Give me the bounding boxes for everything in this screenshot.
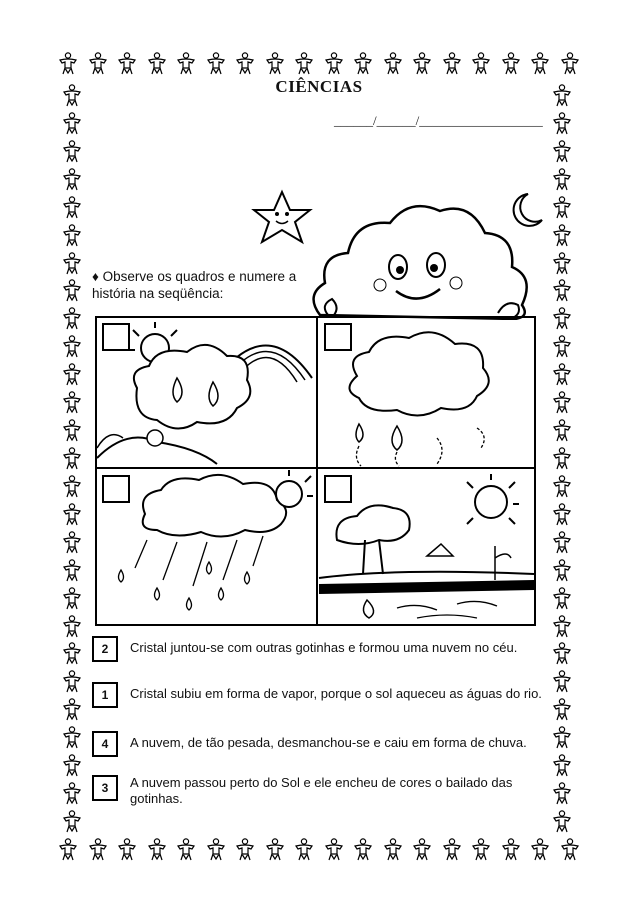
smiling-person-icon: [62, 307, 82, 331]
panel-3-answer-box: [103, 476, 129, 502]
right-border: [552, 84, 578, 834]
smiling-person-icon: [560, 52, 580, 76]
smiling-person-icon: [62, 168, 82, 192]
panel-2-scene: [325, 324, 489, 466]
smiling-person-icon: [552, 447, 572, 471]
instruction-label: Observe os quadros e numere a história na seqüência:: [92, 269, 297, 301]
smiling-person-icon: [530, 838, 550, 862]
smiling-person-icon: [62, 503, 82, 527]
smiling-person-icon: [62, 475, 82, 499]
smiling-person-icon: [176, 838, 196, 862]
bullet: ♦: [92, 269, 99, 284]
smiling-person-icon: [412, 838, 432, 862]
statement-text: Cristal juntou-se com outras gotinhas e formou uma nuvem no céu.: [130, 640, 518, 655]
smiling-person-icon: [62, 754, 82, 778]
panel-2-answer-box: [325, 324, 351, 350]
statement-text: Cristal subiu em forma de vapor, porque o sol aqueceu as águas do rio.: [130, 686, 542, 701]
panel-1-scene: [97, 322, 312, 464]
smiling-person-icon: [412, 52, 432, 76]
smiling-person-icon: [235, 52, 255, 76]
smiling-person-icon: [117, 52, 137, 76]
smiling-person-icon: [442, 838, 462, 862]
smiling-person-icon: [62, 196, 82, 220]
smiling-person-icon: [471, 838, 491, 862]
smiling-person-icon: [62, 642, 82, 666]
smiling-person-icon: [62, 587, 82, 611]
smiling-person-icon: [471, 52, 491, 76]
smiling-person-icon: [62, 224, 82, 248]
smiling-person-icon: [552, 279, 572, 303]
smiling-person-icon: [62, 698, 82, 722]
bottom-border: [58, 838, 580, 864]
panel-4-scene: [319, 474, 534, 618]
smiling-person-icon: [176, 52, 196, 76]
smiling-person-icon: [560, 838, 580, 862]
answer-number-box[interactable]: 1: [92, 682, 118, 708]
answer-number-box[interactable]: 2: [92, 636, 118, 662]
smiling-person-icon: [552, 559, 572, 583]
date-field[interactable]: ______/______/___________________: [334, 113, 543, 128]
smiling-person-icon: [62, 252, 82, 276]
smiling-person-icon: [117, 838, 137, 862]
smiling-person-icon: [552, 307, 572, 331]
smiling-person-icon: [552, 252, 572, 276]
smiling-person-icon: [442, 52, 462, 76]
smiling-person-icon: [88, 838, 108, 862]
panel-1-answer-box: [103, 324, 129, 350]
smiling-person-icon: [383, 838, 403, 862]
smiling-person-icon: [501, 838, 521, 862]
smiling-person-icon: [62, 670, 82, 694]
statement-text: A nuvem, de tão pesada, desmanchou-se e caiu em forma de chuva.: [130, 735, 527, 750]
smiling-cloud-illustration: [300, 195, 540, 320]
statement-text: A nuvem passou perto do Sol e ele encheu de cores o bailado das gotinhas.: [130, 775, 513, 806]
smiling-person-icon: [62, 335, 82, 359]
smiling-person-icon: [501, 52, 521, 76]
smiling-person-icon: [552, 810, 572, 834]
smiling-person-icon: [294, 52, 314, 76]
statement-row: [92, 771, 562, 811]
smiling-person-icon: [552, 503, 572, 527]
smiling-person-icon: [235, 838, 255, 862]
smiling-person-icon: [353, 52, 373, 76]
smiling-person-icon: [552, 335, 572, 359]
answer-number-box[interactable]: 4: [92, 731, 118, 757]
smiling-person-icon: [265, 52, 285, 76]
smiling-person-icon: [62, 810, 82, 834]
smiling-person-icon: [552, 224, 572, 248]
smiling-person-icon: [88, 52, 108, 76]
smiling-person-icon: [552, 475, 572, 499]
smiling-person-icon: [552, 196, 572, 220]
smiling-person-icon: [62, 782, 82, 806]
answer-number-box[interactable]: 3: [92, 775, 118, 801]
statement-row: [92, 636, 562, 666]
smiling-person-icon: [62, 559, 82, 583]
smiling-person-icon: [552, 531, 572, 555]
smiling-person-icon: [294, 838, 314, 862]
panel-3-scene: [103, 470, 313, 610]
smiling-person-icon: [552, 615, 572, 639]
smiling-person-icon: [62, 140, 82, 164]
smiling-person-icon: [552, 112, 572, 136]
smiling-person-icon: [324, 52, 344, 76]
smiling-person-icon: [62, 419, 82, 443]
smiling-person-icon: [62, 615, 82, 639]
panel-4-answer-box: [325, 476, 351, 502]
smiling-person-icon: [552, 587, 572, 611]
smiling-person-icon: [58, 838, 78, 862]
smiling-person-icon: [206, 838, 226, 862]
smiling-person-icon: [552, 140, 572, 164]
smiling-person-icon: [62, 531, 82, 555]
smiling-person-icon: [62, 726, 82, 750]
smiling-person-icon: [58, 52, 78, 76]
smiling-person-icon: [62, 363, 82, 387]
smiling-person-icon: [265, 838, 285, 862]
story-panels: [95, 316, 536, 626]
statement-row: [92, 731, 562, 761]
smiling-person-icon: [206, 52, 226, 76]
smiling-person-icon: [147, 52, 167, 76]
smiling-person-icon: [383, 52, 403, 76]
smiling-person-icon: [324, 838, 344, 862]
smiling-person-icon: [62, 279, 82, 303]
smiling-person-icon: [353, 838, 373, 862]
smiling-person-icon: [552, 391, 572, 415]
panels-artwork: [97, 318, 534, 624]
smiling-person-icon: [530, 52, 550, 76]
smiling-person-icon: [552, 363, 572, 387]
instruction-text: [92, 268, 322, 302]
statement-row: [92, 682, 562, 712]
smiling-person-icon: [552, 419, 572, 443]
smiling-person-icon: [62, 391, 82, 415]
smiling-person-icon: [147, 838, 167, 862]
left-border: [62, 84, 88, 834]
smiling-person-icon: [62, 112, 82, 136]
page-title: CIÊNCIAS: [275, 77, 363, 96]
smiling-person-icon: [62, 447, 82, 471]
smiling-person-icon: [552, 168, 572, 192]
top-border: [58, 52, 580, 78]
